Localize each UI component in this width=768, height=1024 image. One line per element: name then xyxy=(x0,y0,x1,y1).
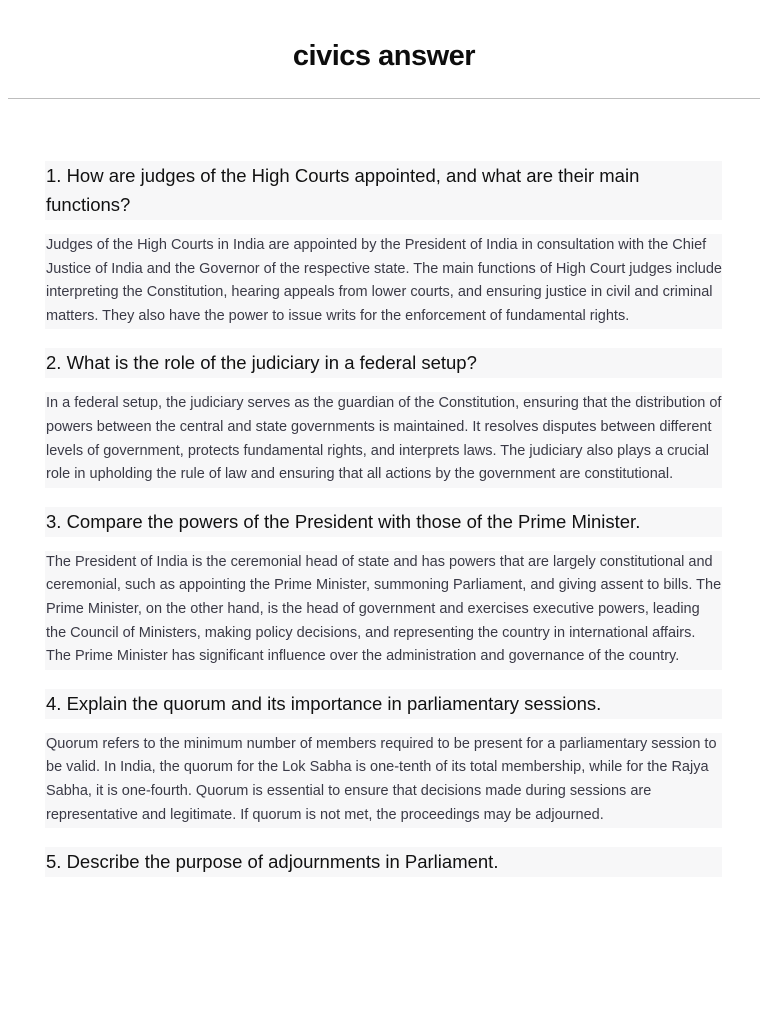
answer-text: In a federal setup, the judiciary serves as the guardian of the Constitution, ensuring that the distribution of powers between the central and state governments is maintained. It resolves disputes between different levels of government, protects fundamental rights, and interprets laws. The judiciary also plays a crucial role in upholding the rule of law and ensuring that all actions by the government are constitutional. xyxy=(45,392,722,487)
qa-item xyxy=(45,507,722,670)
answer-text: The President of India is the ceremonial head of state and has powers that are largely constitutional and ceremonial, such as appointing the Prime Minister, summoning Parliament, and giving assent to bills. The Prime Minister, on the other hand, is the head of government and exercises executive powers, leading the Council of Ministers, making policy decisions, and representing the country in international affairs. The Prime Minister has significant influence over the administration and governance of the country. xyxy=(45,551,722,670)
qa-item xyxy=(45,161,722,329)
page-title: civics answer xyxy=(292,40,476,72)
title-divider xyxy=(8,98,760,99)
qa-item xyxy=(45,348,722,487)
question-heading: 2. What is the role of the judiciary in a federal setup? xyxy=(45,348,722,378)
answer-text: Quorum refers to the minimum number of members required to be present for a parliamentary session to be valid. In India, the quorum for the Lok Sabha is one-tenth of its total membership, while for the Rajya Sabha, it is one-fourth. Quorum is essential to ensure that decisions made during sessions are representative and legitimate. If quorum is not met, the proceedings may be adjourned. xyxy=(45,733,722,828)
qa-item xyxy=(45,689,722,828)
answer-text: Judges of the High Courts in India are appointed by the President of India in consultation with the Chief Justice of India and the Governor of the respective state. The main functions of High Court judges include interpreting the Constitution, hearing appeals from lower courts, and ensuring justice in civil and criminal matters. They also have the power to issue writs for the enforcement of fundamental rights. xyxy=(45,234,722,329)
question-heading: 1. How are judges of the High Courts appointed, and what are their main functions? xyxy=(45,161,722,220)
question-heading: 3. Compare the powers of the President with those of the Prime Minister. xyxy=(45,507,722,537)
qa-item xyxy=(45,847,722,877)
question-heading: 4. Explain the quorum and its importance in parliamentary sessions. xyxy=(45,689,722,719)
question-heading: 5. Describe the purpose of adjournments in Parliament. xyxy=(45,847,722,877)
qa-list xyxy=(45,161,722,896)
